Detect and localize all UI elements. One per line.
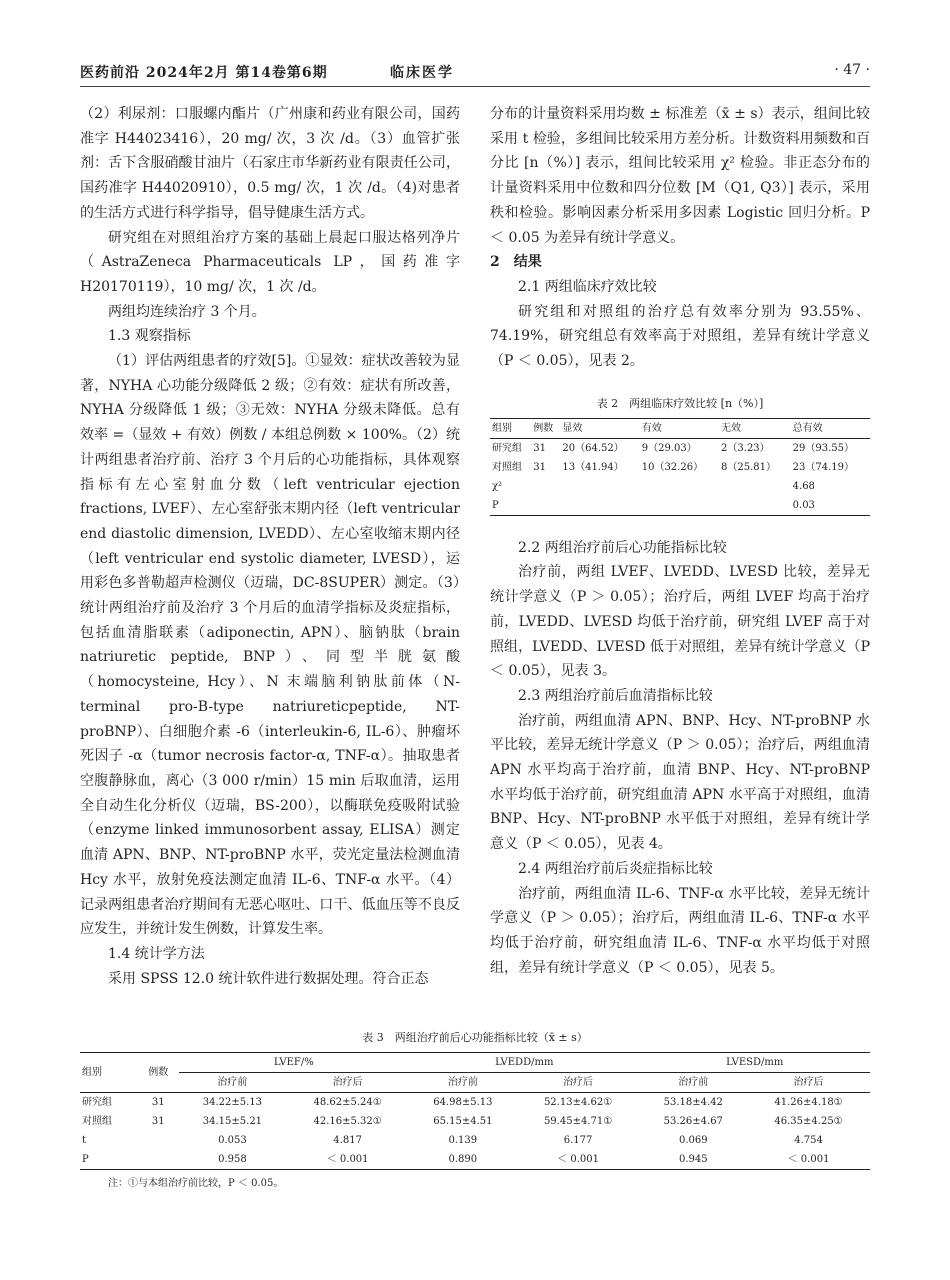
table-cell bbox=[560, 496, 639, 516]
table-cell bbox=[531, 496, 560, 516]
serum-index-paragraph: 治疗前，两组血清 APN、BNP、Hcy、NT-proBNP 水平比较，差异无统计学意义（P ＞ 0.05）；治疗后，两组血清 APN 水平均高于治疗前，血清 BNP、Hcy、NT-proBNP 水平均低于治疗前，研究组血清 APN 水平高于对照组，血清 BNP、Hcy、NT-proBNP 水平低于对照组，差异有统计学意义（P ＜ 0.05），见表 4。 bbox=[490, 712, 870, 853]
table-cell: 0.139 bbox=[448, 1135, 478, 1146]
table2-header: 组别 bbox=[490, 418, 531, 438]
table-cell: χ² bbox=[492, 480, 503, 492]
table-row bbox=[80, 1112, 870, 1131]
table-cell: 46.35±4.25① bbox=[774, 1116, 843, 1127]
table-cell: 31 bbox=[151, 1097, 165, 1108]
table2-caption: 表 2 两组临床疗效比较 [n（%）] bbox=[596, 396, 764, 410]
table-cell: 65.15±4.51 bbox=[433, 1116, 493, 1127]
table-cell: 4.754 bbox=[794, 1135, 823, 1146]
table3-header-lvesd: LVESD/mm bbox=[639, 1053, 870, 1073]
table-cell: 31 bbox=[151, 1116, 165, 1127]
table-cell: 10（32.26） bbox=[641, 461, 704, 473]
table-cell: t bbox=[82, 1135, 87, 1146]
table-cell: 研究组 bbox=[82, 1097, 112, 1108]
table-cell: 31 bbox=[533, 442, 546, 454]
table-cell: 0.945 bbox=[639, 1150, 747, 1170]
table-row bbox=[80, 1131, 870, 1150]
table-cell: 0.053 bbox=[218, 1135, 247, 1146]
left-column bbox=[80, 102, 460, 991]
page-number: · 47 · bbox=[834, 62, 870, 78]
table-row bbox=[490, 458, 870, 477]
table2 bbox=[490, 418, 870, 516]
table3-block bbox=[80, 1030, 870, 1189]
table-cell: 31 bbox=[533, 461, 546, 473]
section-heading-2-4: 2.4 两组治疗前后炎症指标比较 bbox=[518, 860, 713, 877]
table-cell: ＜ 0.001 bbox=[517, 1150, 640, 1170]
table3-caption: 表 3 两组治疗前后心功能指标比较（x̄ ± s） bbox=[362, 1031, 588, 1044]
journal-issue: 医药前沿 2024年2月 第14卷第6期 bbox=[80, 65, 328, 81]
table-cell: ＜ 0.001 bbox=[286, 1150, 409, 1170]
table-cell: 23（74.19） bbox=[792, 461, 855, 473]
table3-header-lvef: LVEF/% bbox=[179, 1053, 409, 1073]
statistics-paragraph: 采用 SPSS 12.0 统计软件进行数据处理。符合正态 bbox=[108, 970, 429, 987]
table-cell: 对照组 bbox=[82, 1116, 112, 1127]
inflammation-paragraph: 治疗前，两组血清 IL-6、TNF-α 水平比较，差异无统计学意义（P ＞ 0.05）；治疗后，两组血清 IL-6、TNF-α 水平均低于治疗前，研究组血清 IL-6、TNF-α 水平均低于对照组，差异有统计学意义（P ＜ 0.05），见表 5。 bbox=[490, 885, 870, 976]
table-cell: 34.15±5.21 bbox=[202, 1116, 263, 1127]
table-cell: 4.68 bbox=[792, 480, 815, 492]
section-heading-2-1: 2.1 两组临床疗效比较 bbox=[518, 278, 657, 295]
table3-header-n: 例数 bbox=[138, 1053, 179, 1093]
table-cell bbox=[719, 477, 791, 496]
section-heading-1-3: 1.3 观察指标 bbox=[108, 328, 191, 345]
table-row bbox=[80, 1150, 870, 1170]
efficacy-paragraph: 研究组和对照组的治疗总有效率分别为 93.55%、74.19%，研究组总有效率高于对照组，差异有统计学意义（P ＜ 0.05），见表 2。 bbox=[490, 303, 870, 370]
table3-sub-row bbox=[80, 1073, 870, 1093]
table-cell: 8（25.81） bbox=[721, 461, 777, 473]
table3-header-lvedd: LVEDD/mm bbox=[409, 1053, 639, 1073]
table3-note: 注：①与本组治疗前比较，P ＜ 0.05。 bbox=[108, 1178, 284, 1189]
table-cell: 4.817 bbox=[333, 1135, 362, 1146]
table3-sub-before: 治疗前 bbox=[409, 1073, 517, 1093]
section-heading-2-3: 2.3 两组治疗前后血清指标比较 bbox=[518, 687, 713, 704]
table-cell: 64.98±5.13 bbox=[433, 1097, 493, 1108]
running-header bbox=[80, 62, 870, 86]
drug-regimen-paragraph: （2）利尿剂：口服螺内酯片（广州康和药业有限公司，国药准字 H44023416），20 mg/ 次，3 次 /d。（3）血管扩张剂：舌下含服硝酸甘油片（石家庄市华新药业有限责任公司，国药准字 H44020910），0.5 mg/ 次，1 次 /d。（4)对患者的生活方式进行科学指导，倡导健康生活方式。 bbox=[80, 106, 460, 221]
table-cell bbox=[138, 1131, 179, 1150]
table3-sub-after: 治疗后 bbox=[747, 1073, 870, 1093]
right-column bbox=[490, 102, 870, 980]
section-heading-2-2: 2.2 两组治疗前后心功能指标比较 bbox=[518, 539, 727, 556]
study-group-paragraph: 研究组在对照组治疗方案的基础上晨起口服达格列净片（AstraZeneca Pharmaceuticals LP，国药准字 H20170119），10 mg/ 次，1 次 /d。 bbox=[80, 229, 460, 295]
table3-sub-after: 治疗后 bbox=[517, 1073, 640, 1093]
table-cell bbox=[719, 496, 791, 516]
section-name: 临床医学 bbox=[390, 65, 454, 81]
table2-header: 显效 bbox=[560, 418, 639, 438]
table3-sub-after: 治疗后 bbox=[286, 1073, 409, 1093]
table-cell: 34.22±5.13 bbox=[202, 1097, 263, 1108]
table3-header-group: 组别 bbox=[80, 1053, 138, 1093]
duration-paragraph: 两组均连续治疗 3 个月。 bbox=[108, 303, 266, 320]
table-row bbox=[490, 496, 870, 516]
statistics-continued: 分布的计量资料采用均数 ± 标准差（x̄ ± s）表示，组间比较采用 t 检验，多组间比较采用方差分析。计数资料用频数和百分比 [n（%）] 表示，组间比较采用 χ² 检验。非正态分布的计量资料采用中位数和四分位数 [M（Q1, Q3）] 表示，采用秩和检验。影响因素分析采用多因素 Logistic 回归分析。P ＜ 0.05 为差异有统计学意义。 bbox=[490, 106, 870, 246]
table-cell: 13（41.94） bbox=[562, 461, 624, 473]
section-heading-1-4: 1.4 统计学方法 bbox=[108, 945, 205, 962]
table-cell bbox=[640, 477, 719, 496]
table-cell: P bbox=[80, 1150, 138, 1170]
table2-header-row bbox=[490, 418, 870, 438]
table-cell: 2（3.23） bbox=[721, 442, 770, 454]
table-row bbox=[80, 1093, 870, 1113]
table2-header: 无效 bbox=[719, 418, 791, 438]
table3-sub-before: 治疗前 bbox=[179, 1073, 287, 1093]
table2-header: 例数 bbox=[531, 418, 560, 438]
table-cell: 29（93.55） bbox=[792, 442, 855, 454]
table2-header: 有效 bbox=[640, 418, 719, 438]
section-heading-2: 2 结果 bbox=[490, 254, 542, 271]
table-row bbox=[490, 438, 870, 458]
table-cell: 0.03 bbox=[791, 496, 870, 516]
table-cell: 41.26±4.18① bbox=[774, 1097, 843, 1108]
table-cell: 研究组 bbox=[492, 442, 522, 454]
observation-paragraph: （1）评估两组患者的疗效[5]。①显效：症状改善较为显著，NYHA 心功能分级降低 2 级；②有效：症状有所改善，NYHA 分级降低 1 级；③无效：NYHA 分级未降低。总有效率 =（显效 + 有效）例数 / 本组总例数 × 100%。（2）统计两组患者治疗前、治疗 3 个月后的心功能指标，具体观察指标有左心室射血分数（left ventricular ejection fractions, LVEF）、左心室舒张末期内径（left ventricular end diastolic dimension, LVEDD）、左心室收缩末期内径（left ventricular end systolic diameter, LVESD），运用彩色多普勒超声检测仪（迈瑞，DC-8SUPER）测定。（3）统计两组治疗前及治疗 3 个月后的血清学指标及炎症指标，包括血清脂联素（adiponectin, APN）、脑钠肽（brain natriuretic peptide, BNP）、同型半胱氨酸（homocysteine, Hcy）、N 末端脑利钠肽前体（N-terminal pro-B-type natriureticpeptide, NT-proBNP）、白细胞介素 -6（interleukin-6, IL-6）、肿瘤坏死因子 -α（tumor necrosis factor-α, TNF-α）。抽取患者空腹静脉血，离心（3 000 r/min）15 min 后取血清，运用全自动生化分析仪（迈瑞，BS-200），以酶联免疫吸附试验（enzyme linked immunosorbent assay, ELISA）测定血清 APN、BNP、NT-proBNP 水平，荧光定量法检测血清 Hcy 水平，放射免疫法测定血清 IL-6、TNF-α 水平。（4）记录两组患者治疗期间有无恶心呕吐、口干、低血压等不良反应发生，并统计发生例数，计算发生率。 bbox=[80, 353, 460, 938]
table-cell: 0.069 bbox=[678, 1135, 708, 1146]
table-cell: 9（29.03） bbox=[641, 442, 697, 454]
table-cell: 对照组 bbox=[492, 461, 522, 473]
table-cell: P bbox=[490, 496, 531, 516]
table-cell bbox=[531, 477, 560, 496]
table3 bbox=[80, 1052, 870, 1170]
table-cell: 0.958 bbox=[179, 1150, 287, 1170]
table3-group-row bbox=[80, 1053, 870, 1073]
table-cell: 53.26±4.67 bbox=[663, 1116, 723, 1127]
header-rule bbox=[80, 86, 870, 87]
table-cell bbox=[640, 496, 719, 516]
table-cell: 6.177 bbox=[563, 1135, 593, 1146]
table-cell bbox=[560, 477, 639, 496]
cardiac-function-paragraph: 治疗前，两组 LVEF、LVEDD、LVESD 比较，差异无统计学意义（P ＞ 0.05）；治疗后，两组 LVEF 均高于治疗前，LVEDD、LVESD 均低于治疗前，研究组 LVEF 高于对照组，LVEDD、LVESD 低于对照组，差异有统计学意义（P ＜ 0.05），见表 3。 bbox=[490, 564, 870, 680]
table-cell: 48.62±5.24① bbox=[313, 1097, 382, 1108]
table-cell: 20（64.52） bbox=[562, 442, 624, 454]
table-cell: ＜ 0.001 bbox=[747, 1150, 870, 1170]
table-cell: 52.13±4.62① bbox=[543, 1097, 613, 1108]
table-cell bbox=[138, 1150, 179, 1170]
table-cell: 42.16±5.32① bbox=[313, 1116, 382, 1127]
table-cell: 53.18±4.42 bbox=[663, 1097, 723, 1108]
table3-sub-before: 治疗前 bbox=[639, 1073, 747, 1093]
table-cell: 59.45±4.71① bbox=[543, 1116, 613, 1127]
table2-header: 总有效 bbox=[791, 418, 870, 438]
table-cell: 0.890 bbox=[409, 1150, 517, 1170]
table-row bbox=[490, 477, 870, 496]
